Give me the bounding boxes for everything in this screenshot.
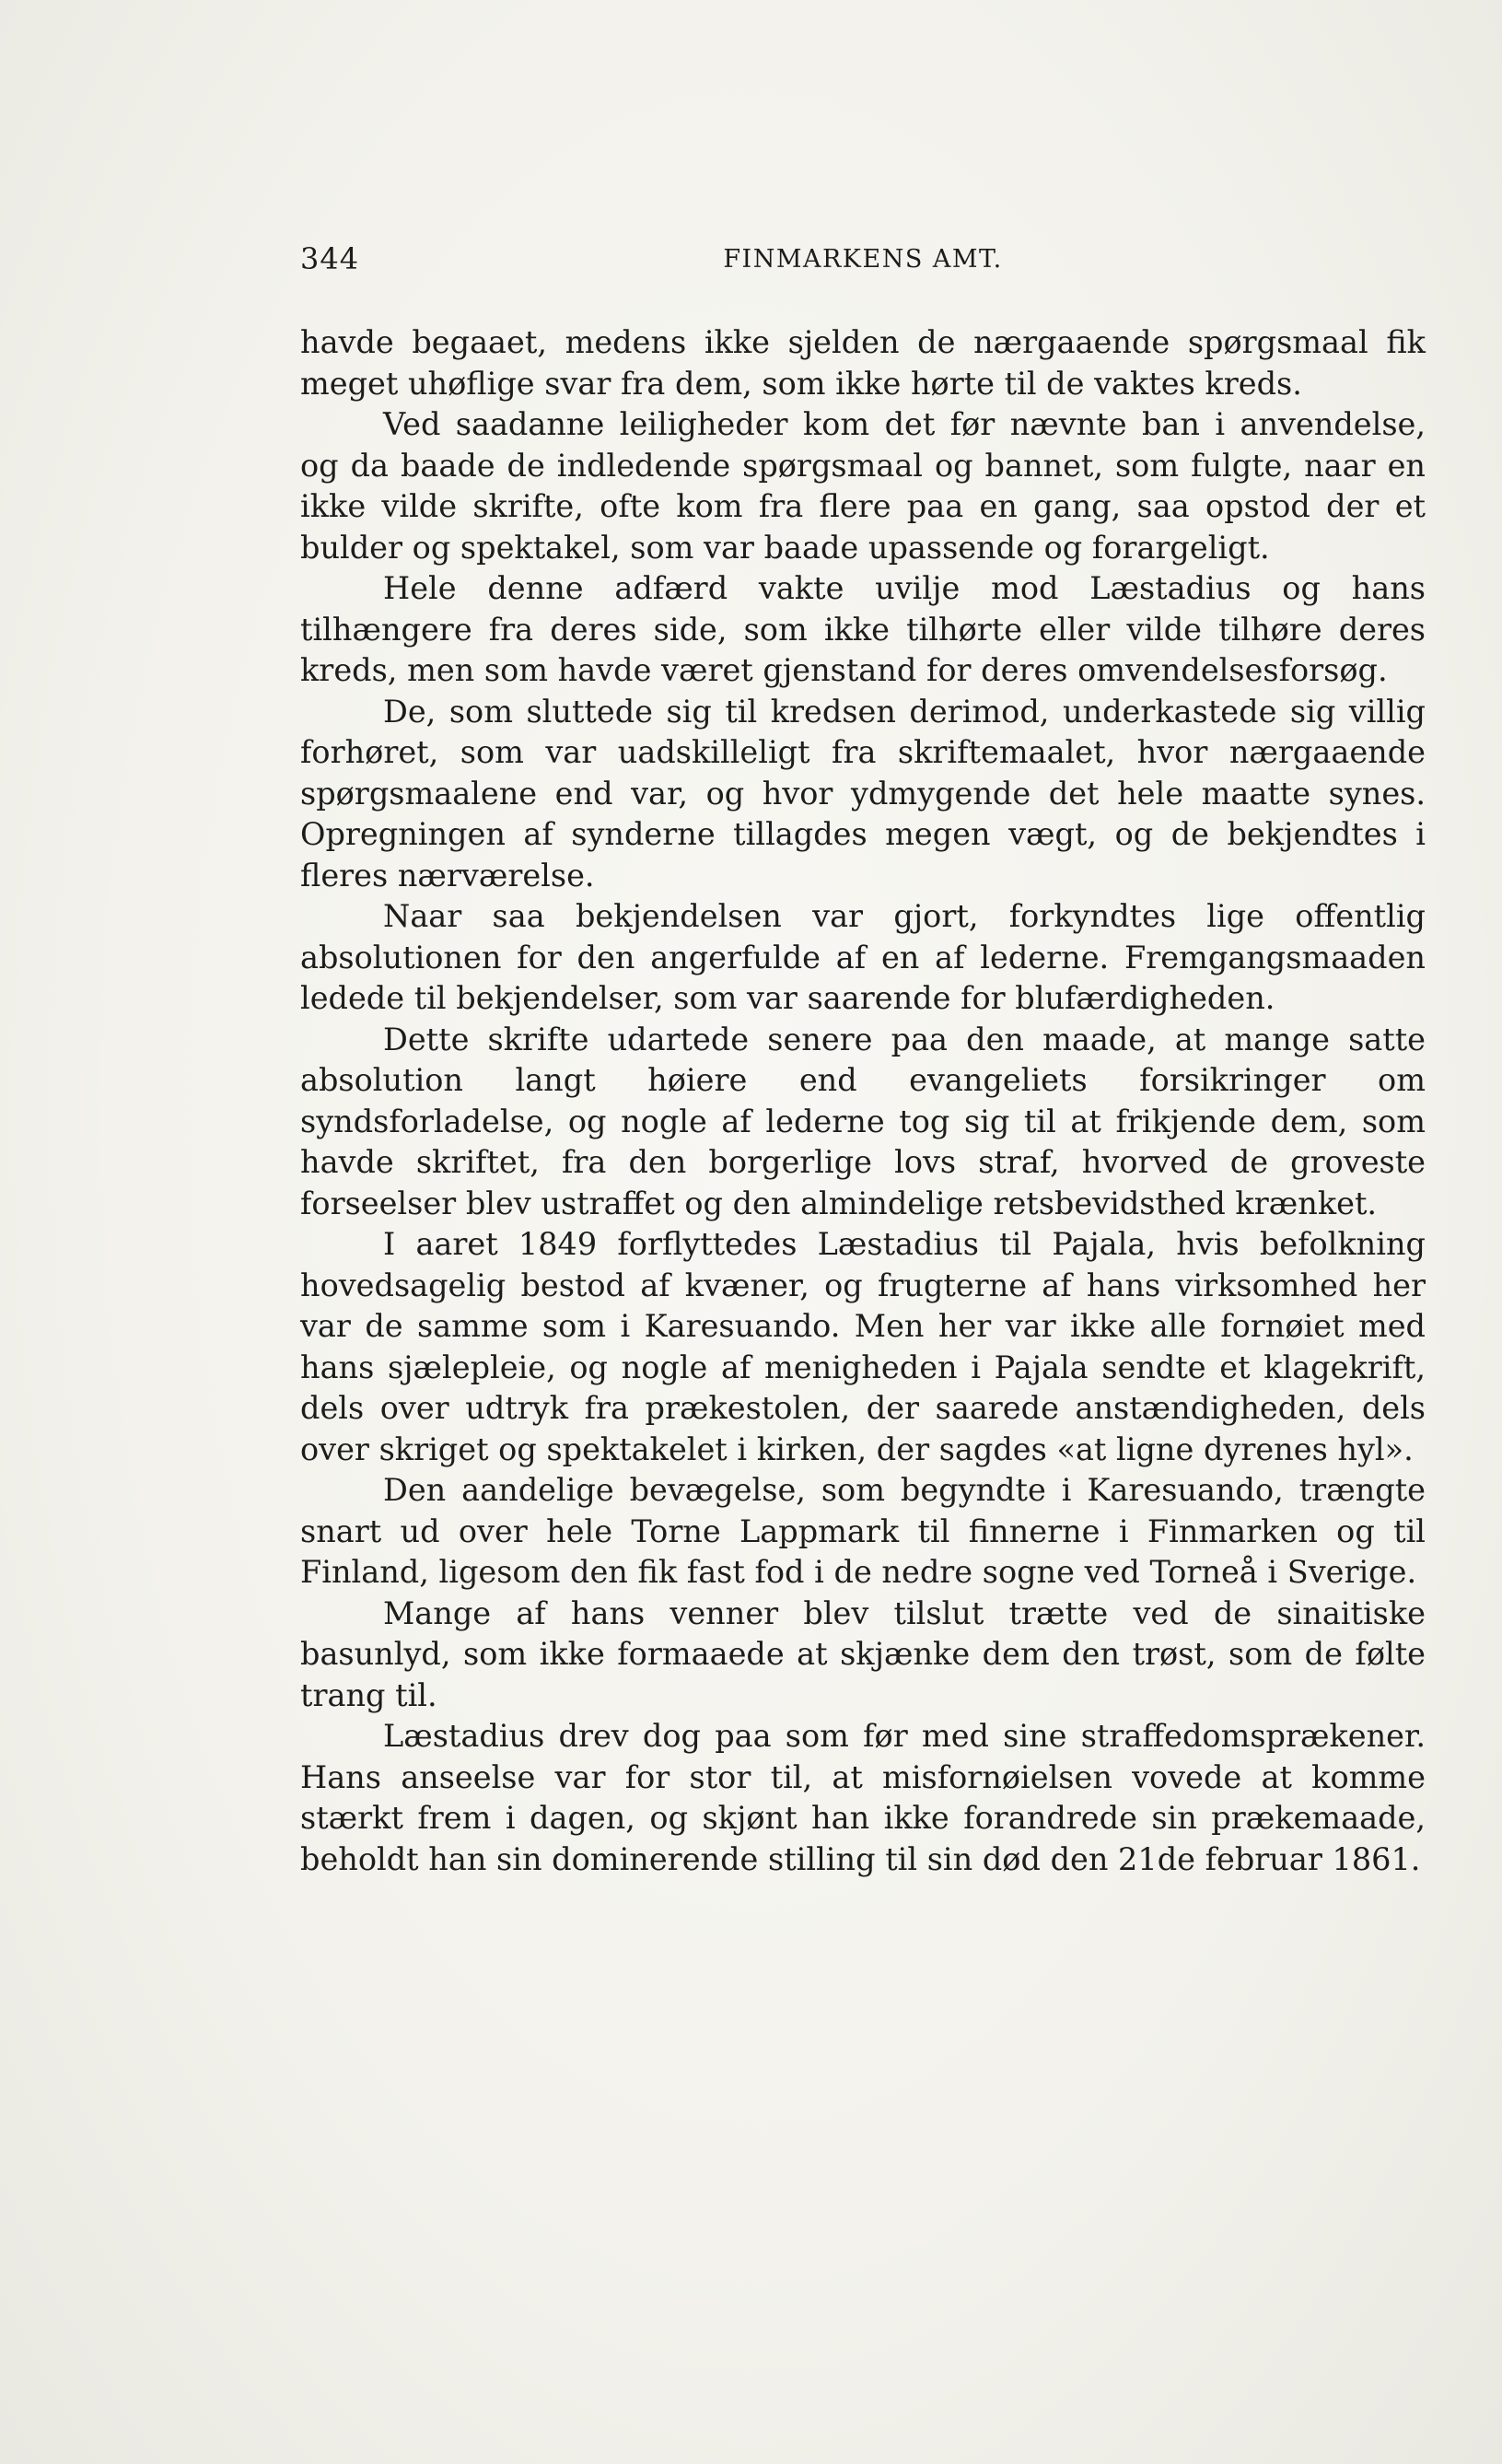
paragraph: Læstadius drev dog paa som før med sine straffedomsprækener. Hans anseelse var for stor til, at misfornøielsen vovede at komme stærkt frem i dagen, og skjønt han ikke forandrede sin prækemaade, beholdt han sin dominerende stilling til sin død den 21de februar 1861. xyxy=(300,1718,1426,1877)
paragraph: Naar saa bekjendelsen var gjort, forkyndtes lige offentlig absolutionen for den angerfulde af en af lederne. Fremgangsmaaden ledede til bekjendelser, som var saarende for blufærdigheden. xyxy=(300,898,1426,1016)
paragraph: Den aandelige bevægelse, som begyndte i Karesuando, trængte snart ud over hele Torne Lappmark til finnerne i Finmarken og til Finland, ligesom den fik fast fod i de nedre sogne ved Torneå i Sverige. xyxy=(300,1472,1426,1590)
body-text xyxy=(300,322,1426,1880)
running-head: FINMARKENS AMT. xyxy=(723,245,1003,274)
paragraph: I aaret 1849 forflyttedes Læstadius til Pajala, hvis befolkning hovedsagelig bestod af kvæner, og frugterne af hans virksomhed her var de samme som i Karesuando. Men her var ikke alle fornøiet med hans sjælepleie, og nogle af menigheden i Pajala sendte et klagekrift, dels over udtryk fra prækestolen, der saarede anstændigheden, dels over skriget og spektakelet i kirken, der sagdes «at ligne dyrenes hyl». xyxy=(300,1226,1426,1467)
paragraph: Dette skrifte udartede senere paa den maade, at mange satte absolution langt høiere end evangeliets forsikringer om syndsforladelse, og nogle af lederne tog sig til at frikjende dem, som havde skriftet, fra den borgerlige lovs straf, hvorved de groveste forseelser blev ustraffet og den almindelige retsbevidsthed krænket. xyxy=(300,1021,1426,1221)
page-header xyxy=(300,241,1426,278)
paragraph: Mange af hans venner blev tilslut trætte ved de sinaitiske basunlyd, som ikke formaaede at skjænke dem den trøst, som de følte trang til. xyxy=(300,1594,1426,1713)
paragraph: De, som sluttede sig til kredsen derimod, underkastede sig villig forhøret, som var uadskilleligt fra skriftemaalet, hvor nærgaaende spørgsmaalene end var, og hvor ydmygende det hele maatte synes. Opregningen af synderne tillagdes megen vægt, og de bekjendtes i fleres nærværelse. xyxy=(300,693,1426,893)
paragraph: havde begaaet, medens ikke sjelden de nærgaaende spørgsmaal fik meget uhøflige svar fra dem, som ikke hørte til de vaktes kreds. xyxy=(300,324,1426,402)
paragraph: Hele denne adfærd vakte uvilje mod Læstadius og hans tilhængere fra deres side, som ikke tilhørte eller vilde tilhøre deres kreds, men som havde været gjenstand for deres omvendelsesforsøg. xyxy=(300,570,1426,688)
paragraph: Ved saadanne leiligheder kom det før nævnte ban i anvendelse, og da baade de indledende spørgsmaal og bannet, som fulgte, naar en ikke vilde skrifte, ofte kom fra flere paa en gang, saa opstod der et bulder og spektakel, som var baade upassende og forargeligt. xyxy=(300,406,1426,566)
page-number: 344 xyxy=(300,241,360,276)
